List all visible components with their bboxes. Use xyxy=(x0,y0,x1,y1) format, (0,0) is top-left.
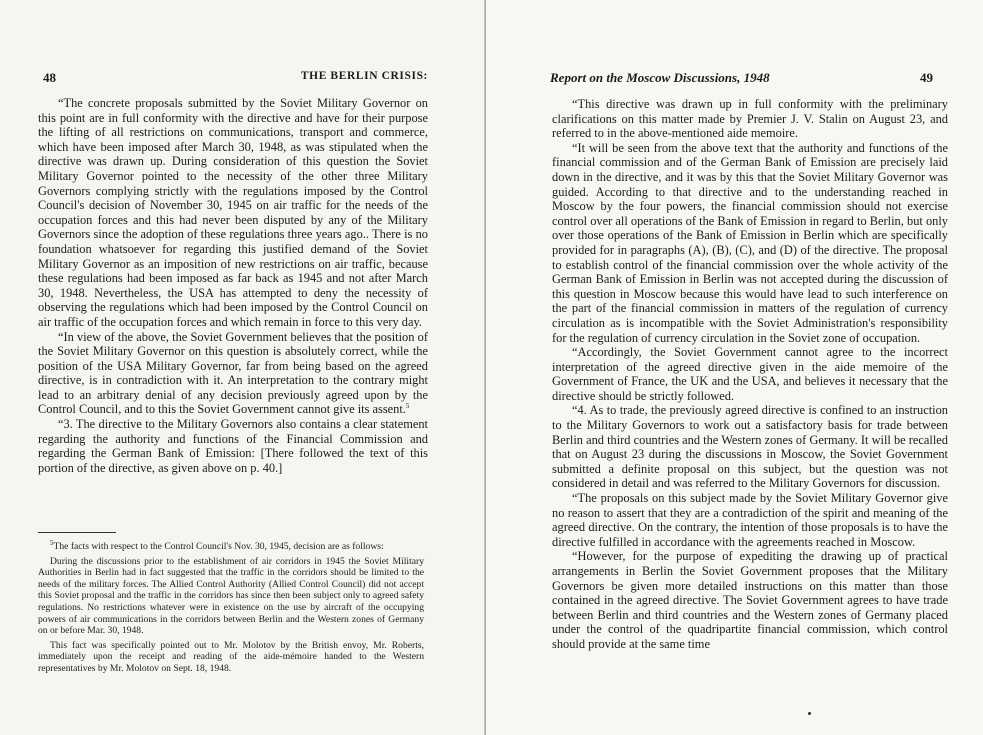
right-paragraph-3: “Accordingly, the Soviet Government cannot agree to the incorrect interpretation of the agreed directive given in the aide memoire of the Government of France, the UK and the USA, and believes it necessary that the directive should be strictly followed. xyxy=(552,345,948,403)
left-running-head: THE BERLIN CRISIS: xyxy=(300,70,428,82)
right-page xyxy=(486,0,983,735)
right-paragraph-1: “This directive was drawn up in full conformity with the preliminary clarifications on this matter made by Premier J. V. Stalin on August 23, and referred to in the above-mentioned aide memoire. xyxy=(552,97,948,141)
left-paragraph-3: “3. The directive to the Military Governors also contains a clear statement regarding the authority and functions of the Financial Commission and regarding the German Bank of Emission: [There followed the text of this portion of the directive, as given above on p. 40.] xyxy=(38,417,428,475)
right-page-header xyxy=(550,70,933,88)
left-page-number: 48 xyxy=(43,70,56,85)
right-page-number: 49 xyxy=(920,70,933,85)
footnotes xyxy=(38,538,424,678)
left-page xyxy=(0,0,486,735)
footnote-1 xyxy=(38,538,424,553)
right-paragraph-5: “The proposals on this subject made by the Soviet Military Governor give no reason to assert that they are a contradiction of the spirit and meaning of the agreed directive. On the contrary, the intention of those proposals is to have the directive fulfilled in accordance with the agreements reached in Moscow. xyxy=(552,491,948,549)
footnote-3: This fact was specifically pointed out to Mr. Molotov by the British envoy, Mr. Roberts, immediately upon the receipt and reading of the aide-mémoire handed to the Western representatives by Mr. Molotov on Sept. 18, 1948. xyxy=(38,639,424,674)
print-speck xyxy=(808,712,811,715)
left-paragraph-2 xyxy=(38,330,428,418)
right-paragraph-2: “It will be seen from the above text that the authority and functions of the financial commission and of the German Bank of Emission are precisely laid down in the directive, and it was by this that the Soviet Military Governor was guided. According to that directive and to the understanding reached in Moscow by the four powers, the financial commission should not exercise control over all operations of the Bank of Emission in regard to Berlin, but only over those operations of the Bank of Emission in Berlin which are specifically provided for in paragraphs (A), (B), (C), and (D) of the directive. The proposal to establish control of the financial commission over the whole activity of the German Bank of Emission in Berlin was not accepted during the discussion of this question in Moscow because this would have lead to such interference on the part of the financial commission in matters of the regulation of currency circulation as is incompatible with the Soviet Administration's responsibility for the regulation of currency circulation in the Soviet zone of occupation. xyxy=(552,140,948,345)
right-paragraph-6: “However, for the purpose of expediting the drawing up of practical arrangements in Berlin the Soviet Government proposes that the Military Governors be given more detailed instructions on this matter than those contained in the agreed directive. The Soviet Government agrees to have trade between Berlin and third countries and the Western zones of Germany placed under the control of the quadripartite financial commission, which control should provide at the same time xyxy=(552,549,948,651)
footnote-mark: 5 xyxy=(50,538,54,547)
left-paragraph-1: “The concrete proposals submitted by the Soviet Military Governor on this point are in full conformity with the directive and have for their purpose the lifting of all restrictions on communications, transport and commerce, which have been imposed after March 30, 1948, as was stipulated when the directive was drawn up. During consideration of this question the Soviet Military Governor pointed to the necessity of the other three Military Governors complying strictly with the regulations imposed by the Control Council's decision of November 30, 1945 on air traffic for the needs of the occupation forces and this had never been disputed by any of the Military Governors since the adoption of these regulations three years ago.. There is no foundation whatsoever for regarding this justified demand of the Soviet Military Governor as an imposition of new restrictions on air traffic, because these regulations had been imposed as far back as 1945 and not after March 30, 1948. Nevertheless, the USA has attempted to deny the necessity of observing the regulations which had been imposed by the Control Council on air traffic of the occupation forces and which remain in force to this very day. xyxy=(38,96,428,329)
footnote-reference: 5 xyxy=(405,402,410,411)
right-body-text xyxy=(552,97,948,652)
left-paragraph-2-text: “In view of the above, the Soviet Government believes that the position of the Soviet Military Governor on this question is absolutely correct, while the position of the USA Military Governor, far from being based on the agreed directive, is in contradiction with it. An interpretation to the contrary might lead to an arbitrary denial of any decision previously agreed upon by the Control Council, and to this the Soviet Government cannot give its assent. xyxy=(38,329,428,417)
right-paragraph-4: “4. As to trade, the previously agreed directive is confined to an instruction to the Military Governors to work out a satisfactory basis for trade between Berlin and third countries and the Western zones of Germany. It will be recalled that on August 23 during the discussions in Moscow, the Soviet Government submitted a definite proposal on this subject, but the question was not considered in detail and was referred to the Military Governors for discussion. xyxy=(552,403,948,491)
footnote-rule xyxy=(38,532,116,533)
left-body-text xyxy=(38,96,428,475)
right-running-head: Report on the Moscow Discussions, 1948 xyxy=(550,70,770,85)
left-page-header xyxy=(43,70,428,88)
footnote-1-text: The facts with respect to the Control Council's Nov. 30, 1945, decision are as follows: xyxy=(53,541,384,552)
footnote-2: During the discussions prior to the establishment of air corridors in 1945 the Soviet Military Authorities in Berlin had in fact suggested that the traffic in the corridors should be limited to the needs of the military forces. The Allied Control Authority (Allied Control Council) did not accept this Soviet proposal and the traffic in the corridors has since then been subject only to agreed safety regulations. No restrictions whatever were in existence on the use by aircraft of the occupying powers of air communications in the corridors between Berlin and the Western zones of Germany on or before Mar. 30, 1948. xyxy=(38,555,424,637)
